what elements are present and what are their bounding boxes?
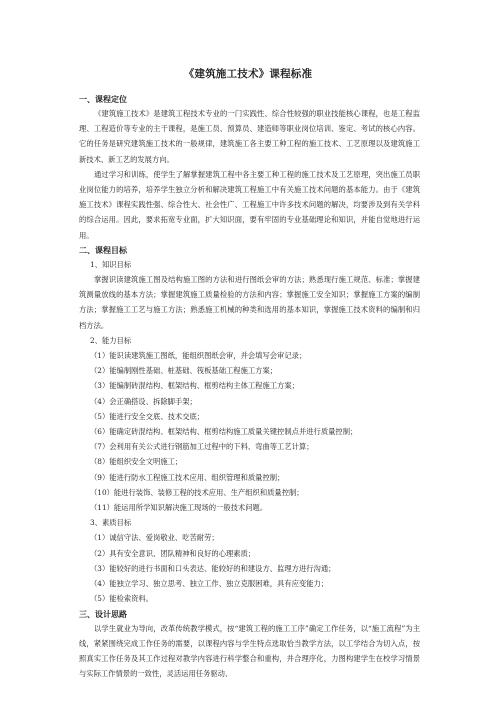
section-heading-course-positioning: 一、课程定位 [79,95,127,104]
list-item: （5）能检索资料。 [90,594,154,604]
paragraph: 掌握识读建筑施工图及结构施工图的方法和进行图纸会审的方法；熟悉现行施工规范、标准；掌握建筑测量放线的基本方法；掌握建筑施工质量检验的方法和内容；掌握施工安全知识；掌握施工方案的编制方法；掌握施工工艺与施工方法；熟悉施工机械的种类和选用的基本知识，掌握施工技术资料的编制和归档方法。 [79,275,420,330]
list-item: （4）能独立学习、独立思考、独立工作、独立克服困难，具有应变能力； [90,579,329,589]
list-item: （10）能进行装饰、装修工程的技术应用、生产组织和质量控制； [90,487,304,497]
document-title: 《建筑施工技术》课程标准 [183,68,313,80]
list-item: （7）会利用有关公式进行钢筋加工过程中的下料、弯曲等工艺计算； [90,442,314,452]
list-item: （5）能进行安全交底、技术交底； [90,411,205,421]
subheading-quality-objectives: 3、素质目标 [90,518,132,528]
paragraph: 通过学习和训练，使学生了解掌握建筑工程中各主要工种工程的施工技术及工艺原理，突出施工员职业岗位能力的培养，培养学生独立分析和解决建筑工程施工中有关施工技术问题的基本能力。由于《建筑施工技术》课程实践性强、综合性大、社会性广、工程施工中许多技术问题的解决，均要涉及到有关学科的综合运用。因此，要求拓宽专业面，扩大知识面，要有牢固的专业基础理论和知识，并能自觉地进行运用。 [79,169,420,240]
list-item: （3）能较好的进行书面和口头表达、能较好的和建设方、监理方进行沟通； [90,563,336,573]
subheading-ability-objectives: 2、能力目标 [90,335,132,345]
list-item: （8）能组织安全文明施工； [90,457,183,467]
subheading-knowledge-objectives: 1、知识目标 [90,259,132,269]
section-heading-course-objectives: 二、课程目标 [79,245,127,255]
list-item: （2）具有安全意识、团队精神和良好的心理素质； [90,548,256,558]
document-body [79,94,420,681]
list-item: （9）能进行防水工程施工技术应用、组织管理和质量控制； [90,472,285,482]
list-item: （2）能编制刚性基础、桩基础、筏板基础工程施工方案； [90,366,278,376]
list-item: （6）能确定砖混结构、框架结构、框剪结构施工质量关键控制点并进行质量控制； [90,427,358,437]
paragraph: 《建筑施工技术》是建筑工程技术专业的一门实践性、综合性较强的职业技能核心课程，也是工程监理、工程造价等专业的主干课程，是施工员、预算员、建造师等职业岗位培训、鉴定、考试的核心内容。它的任务是研究建筑施工技术的一般规律，建筑施工各主要工种工程的施工技术、工艺原理以及建筑施工新技术、新工艺的发展方向。 [79,109,420,164]
list-item: （4）会正确搭设、拆除脚手架； [90,396,197,406]
list-item: （1）能识读建筑施工图纸，能组织图纸会审，并会填写会审记录； [90,351,307,361]
list-item: （3）能编制砖混结构、框架结构、框剪结构主体工程施工方案； [90,381,299,391]
paragraph: 以学生就业为导向，改革传统教学模式，按“建筑工程的施工工序”确定工作任务，以“施工流程”为主线，紧紧围绕完成工作任务的需要，以课程内容与学生特点选取恰当教学方法，以工学结合为切入点，按照真实工作任务及其工作过程对教学内容进行科学整合和重构，并合理序化，力图构建学生在校学习情景与实际工作情景的一致性，灵活运用任务驱动、 [79,623,420,679]
section-heading-design-approach: 三、设计思路 [79,609,127,619]
list-item: （11）能运用所学知识解决施工现场的一般技术问题。 [90,503,268,513]
list-item: （1）诚信守法、爱岗敬业、吃苦耐劳； [90,533,219,543]
